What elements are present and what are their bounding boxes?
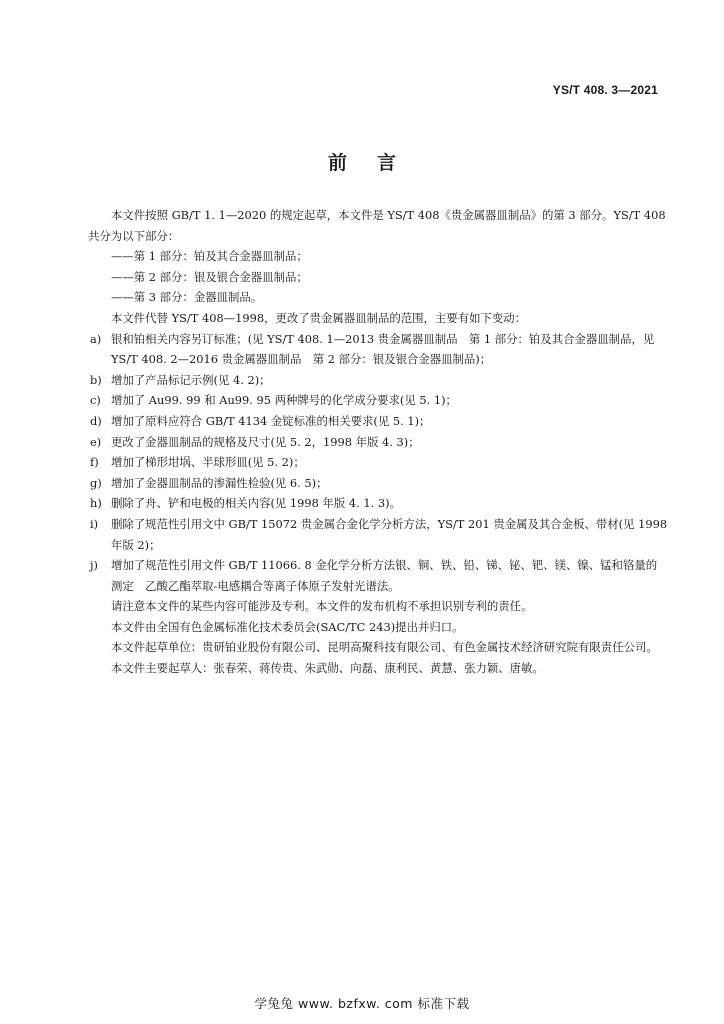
change-text: 增加了梯形坩埚、半球形皿(见 5. 2)； bbox=[111, 455, 305, 470]
drafters: 本文件主要起草人：张春荣、蒋传贵、朱武勋、向磊、康利民、黄慧、张力颖、唐敏。 bbox=[111, 661, 544, 676]
change-text: 删除了舟、铲和电极的相关内容(见 1998 年版 4. 1. 3)。 bbox=[111, 496, 401, 511]
change-label: c) bbox=[90, 393, 101, 408]
intro-paragraph: 本文件按照 GB/T 1. 1—2020 的规定起草，本文件是 YS/T 408《贵金属器皿制品》的第 3 部分。YS/T 408 共分为以下部分： bbox=[88, 208, 666, 243]
change-label: a) bbox=[90, 331, 102, 346]
change-label: f) bbox=[90, 455, 99, 470]
document-code: YS/T 408. 3—2021 bbox=[552, 83, 658, 97]
change-item-b bbox=[88, 370, 668, 391]
part-1-line: ——第 1 部分：铂及其合金器皿制品； bbox=[111, 249, 308, 264]
footer-watermark: 学兔兔 www. bzfxw. com 标准下载 bbox=[254, 996, 470, 1011]
proposer-statement: 本文件由全国有色金属标准化技术委员会(SAC/TC 243)提出并归口。 bbox=[111, 619, 464, 634]
change-text: 银和铂相关内容另订标准；(见 YS/T 408. 1—2013 贵金属器皿制品 第 1 部分：铂及其合金器皿制品，见 YS/T 408. 2—2016 贵金属器皿制品 第 2 部分：银及银合金器皿制品)； bbox=[111, 331, 655, 367]
change-text: 增加了原料应符合 GB/T 4134 金锭标准的相关要求(见 5. 1)； bbox=[111, 413, 431, 428]
change-label: d) bbox=[90, 413, 102, 428]
page-title: 前言 bbox=[327, 152, 426, 174]
change-item-g bbox=[88, 473, 668, 494]
change-label: b) bbox=[90, 372, 102, 387]
change-text: 增加了 Au99. 99 和 Au99. 95 两种牌号的化学成分要求(见 5. 1)； bbox=[111, 393, 457, 408]
change-label: i) bbox=[90, 516, 99, 531]
change-text: 增加了规范性引用文件 GB/T 11066. 8 金化学分析方法银、铜、铁、铅、锑、铋、钯、镁、镍、锰和铬量的测定 乙酸乙酯萃取-电感耦合等离子体原子发射光谱法。 bbox=[111, 558, 658, 593]
change-label: e) bbox=[90, 434, 102, 449]
change-label: g) bbox=[90, 475, 102, 490]
change-item-f bbox=[88, 452, 668, 473]
change-text: 增加了金器皿制品的渗漏性检验(见 6. 5)； bbox=[111, 475, 328, 490]
change-item-i bbox=[88, 514, 668, 555]
change-text: 删除了规范性引用文中 GB/T 15072 贵金属合金化学分析方法，YS/T 201 贵金属及其合金板、带材(见 1998 年版 2)； bbox=[111, 516, 668, 552]
part-2-line: ——第 2 部分：银及银合金器皿制品； bbox=[111, 269, 308, 284]
change-text: 更改了金器皿制品的规格及尺寸(见 5. 2，1998 年版 4. 3)； bbox=[111, 434, 420, 449]
drafting-units: 本文件起草单位：贵研铂业股份有限公司、昆明高聚科技有限公司、有色金属技术经济研究院有限责任公司。 bbox=[111, 640, 658, 655]
change-label: j) bbox=[90, 558, 98, 573]
part-3-line: ——第 3 部分：金器皿制品。 bbox=[111, 290, 263, 305]
change-label: h) bbox=[90, 496, 102, 511]
change-item-j bbox=[88, 555, 668, 596]
change-item-e bbox=[88, 432, 668, 453]
patent-notice: 请注意本文件的某些内容可能涉及专利。本文件的发布机构不承担识别专利的责任。 bbox=[111, 599, 533, 614]
change-item-d bbox=[88, 411, 668, 432]
change-item-a bbox=[88, 329, 668, 370]
document-body bbox=[88, 205, 668, 679]
change-item-c bbox=[88, 390, 668, 411]
replace-statement: 本文件代替 YS/T 408—1998，更改了贵金属器皿制品的范围，主要有如下变动： bbox=[111, 310, 527, 325]
change-text: 增加了产品标记示例(见 4. 2)； bbox=[111, 372, 271, 387]
change-item-h bbox=[88, 493, 668, 514]
